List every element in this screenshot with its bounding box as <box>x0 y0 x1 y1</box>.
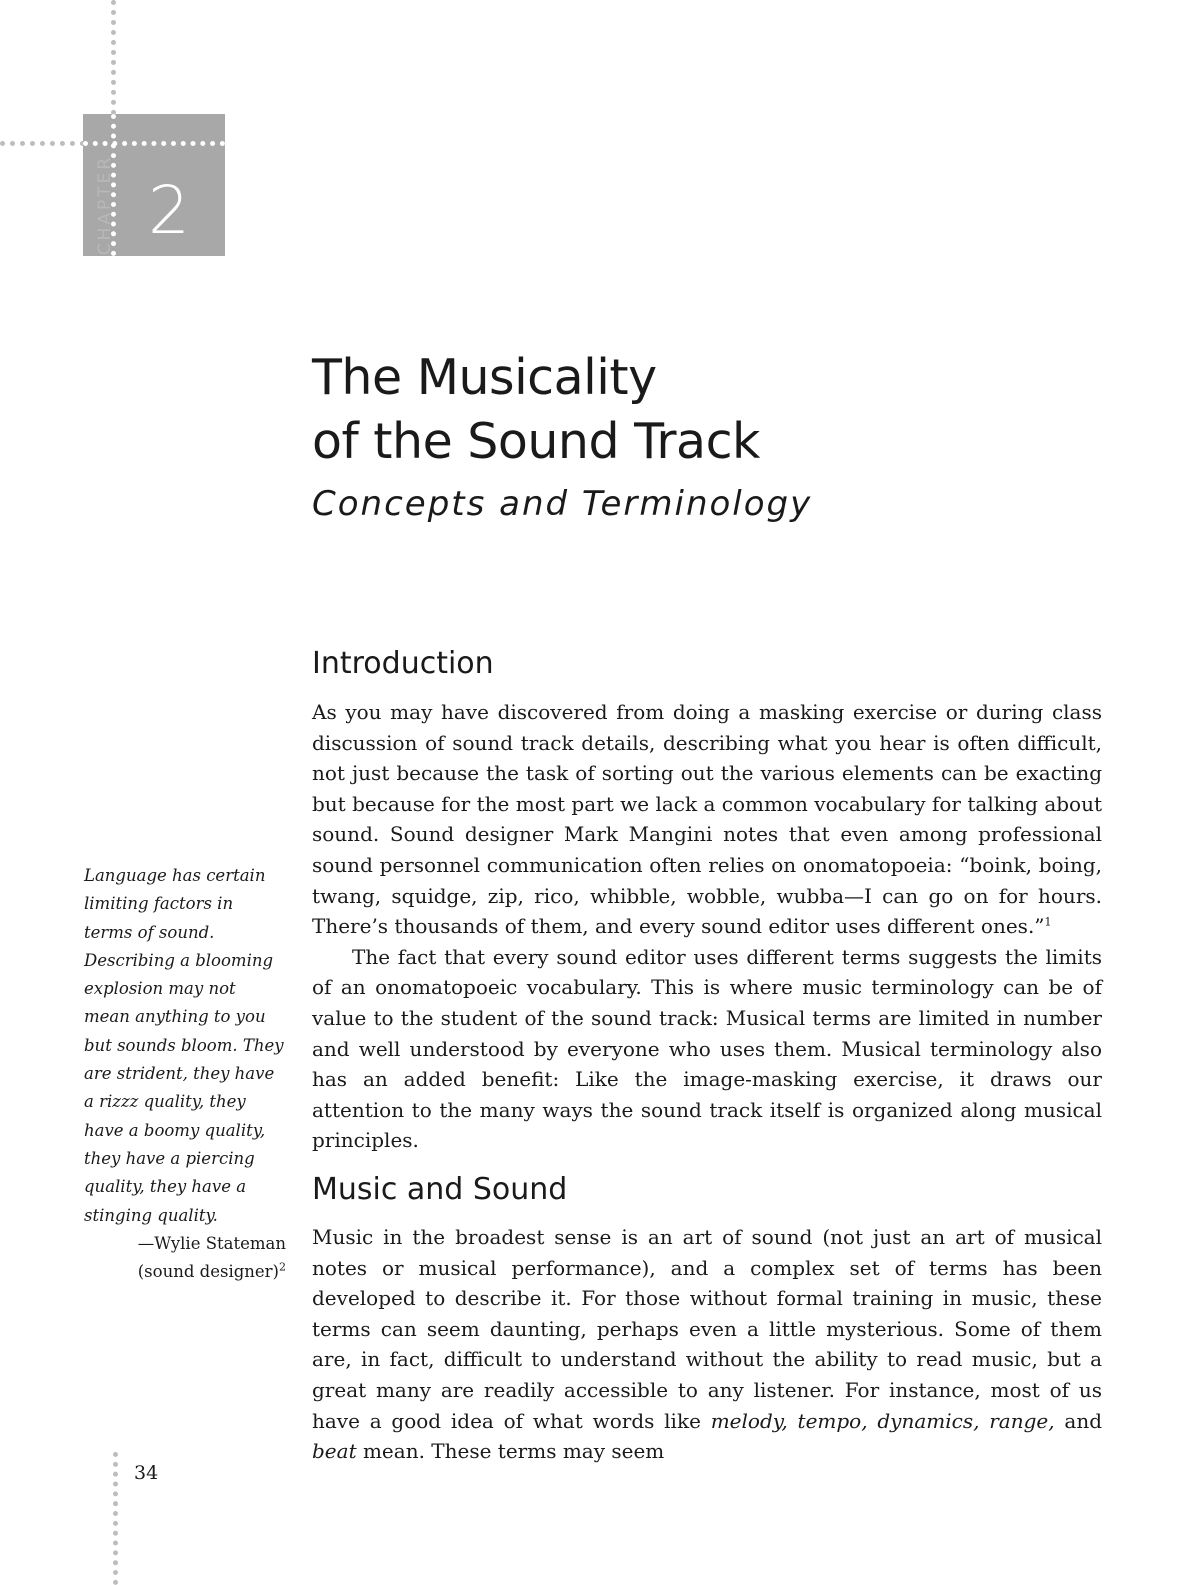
music-and-sound-heading: Music and Sound <box>312 1172 568 1207</box>
sidebar-quote-role: (sound designer) <box>137 1262 279 1282</box>
music-and-sound-paragraph-1 <box>312 1222 1102 1467</box>
sidebar-quote <box>84 862 286 1286</box>
introduction-heading: Introduction <box>312 646 494 681</box>
chapter-box-dotted-line-h <box>83 141 225 146</box>
music-and-sound-body <box>312 1222 1102 1467</box>
term-tempo: tempo, <box>797 1408 868 1433</box>
chapter-label: CHAPTER <box>95 154 115 256</box>
music-and-sound-text-start: Music in the broadest sense is an art of sound (not just an art of musical notes or musical performance), and a complex set of terms has been developed to describe it. For those without formal training in music, these terms can seem daunting, perhaps even a little mysterious. Some of them are, in fact, difficult to understand without the ability to read music, but a great many are readily accessible to any listener. For instance, most of us have a good idea of what words like <box>312 1225 1102 1433</box>
introduction-body <box>312 697 1102 1156</box>
and-word: and <box>1064 1408 1102 1433</box>
footnote-ref-1: 1 <box>1044 915 1052 929</box>
sidebar-quote-text: Language has certain limiting factors in terms of sound. Describing a blooming explosion may not mean anything to you but sounds bloom. They are strident, they have a rizzz quality, they have a boomy quality, they have a piercing quality, they have a stinging quality. <box>84 866 284 1225</box>
term-range: range, <box>989 1408 1055 1433</box>
dotted-rule-bottom <box>113 1452 118 1585</box>
introduction-paragraph-2: The fact that every sound editor uses different terms suggests the limits of an onomatopoeic vocabulary. This is where music terminology can be of value to the student of the sound track: Musical terms are limited in number and well understood by everyone who uses them. Musical terminology also has an added benefit: Like the image-masking exercise, it draws our attention to the many ways the sound track itself is organized along musical principles. <box>312 944 1102 1153</box>
chapter-subtitle: Concepts and Terminology <box>312 484 813 524</box>
chapter-number: 2 <box>148 172 190 249</box>
sidebar-quote-author: —Wylie Stateman <box>137 1233 286 1253</box>
term-melody: melody, <box>710 1408 788 1433</box>
chapter-title <box>312 346 1112 474</box>
sidebar-quote-role-line <box>84 1258 286 1286</box>
footnote-ref-2: 2 <box>279 1260 286 1274</box>
page-number: 34 <box>134 1462 159 1484</box>
chapter-title-line-1: The Musicality <box>312 349 657 406</box>
introduction-paragraph-1-text: As you may have discovered from doing a masking exercise or during class discussion of sound track details, describing what you hear is often difficult, not just because the task of sorting out the various elements can be exacting but because for the most part we lack a common vocabulary for talking about sound. Sound designer Mark Mangini notes that even among professional sound personnel communication often relies on onomatopoeia: “boink, boing, twang, squidge, zip, rico, whibble, wobble, wubba—I can go on for hours. There’s thousands of them, and every sound editor uses different ones.” <box>312 700 1102 939</box>
term-dynamics: dynamics, <box>877 1408 980 1433</box>
term-beat: beat <box>312 1439 357 1464</box>
chapter-title-line-2: of the Sound Track <box>312 413 760 470</box>
introduction-paragraph-1 <box>312 697 1102 942</box>
music-and-sound-text-end: mean. These terms may seem <box>356 1439 665 1464</box>
